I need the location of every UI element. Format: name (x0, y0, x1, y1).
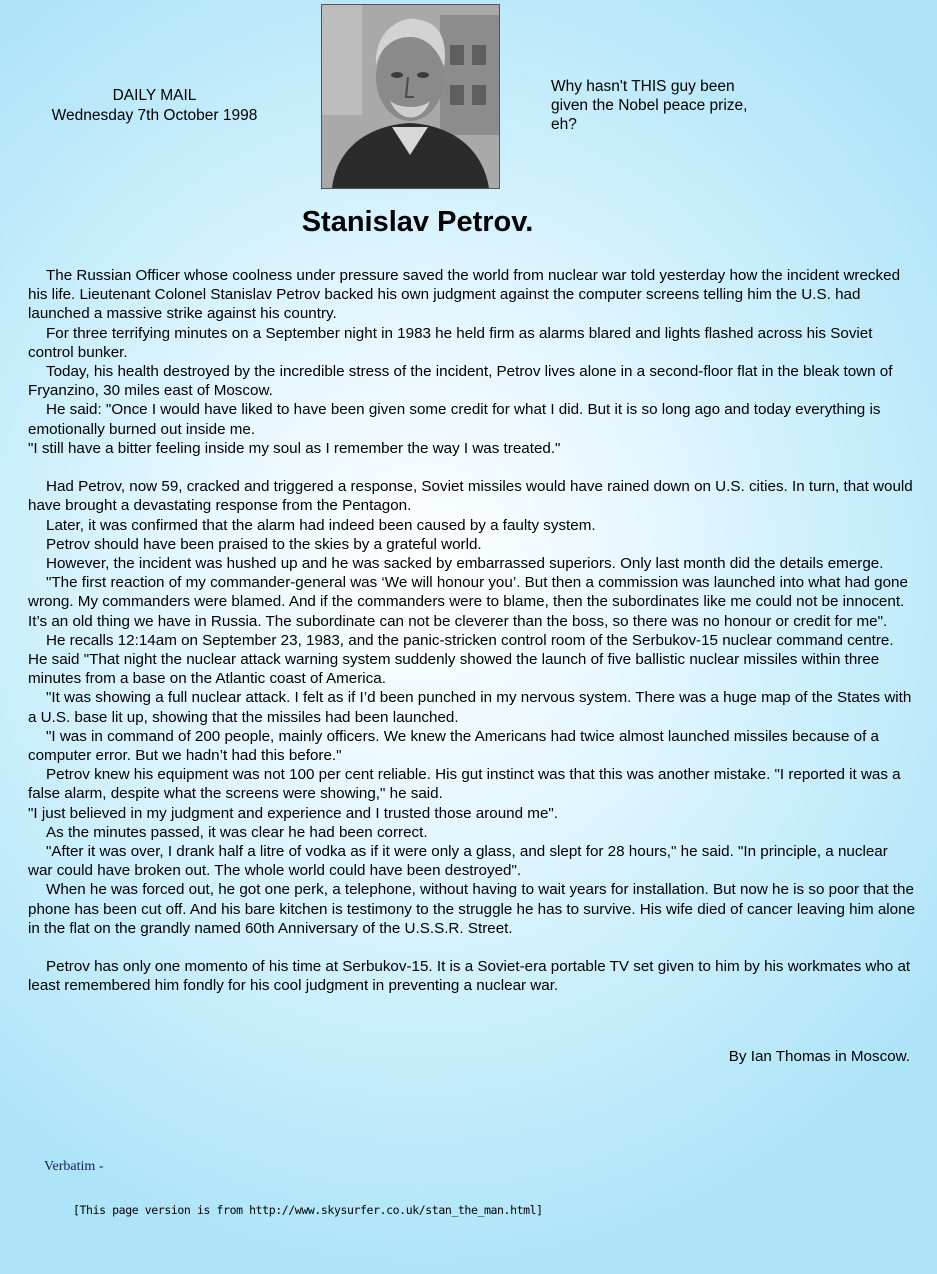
portrait-image (322, 5, 499, 188)
article-title: Stanislav Petrov. (301, 206, 534, 238)
article-paragraph: Had Petrov, now 59, cracked and triggered a response, Soviet missiles would have rained down on U.S. cities. In turn, that would have brought a devastating response from the Pentagon. (28, 478, 913, 515)
petrov-photo (321, 4, 500, 189)
article-paragraph: The Russian Officer whose coolness under pressure saved the world from nuclear war told yesterday how the incident wrecked his life. Lieutenant Colonel Stanislav Petrov backed his own judgment against the computer screens telling him the U.S. had launched a massive strike against his country. (28, 267, 901, 323)
article-paragraph: "I still have a bitter feeling inside my soul as I remember the way I was treated." (28, 439, 561, 457)
article-paragraph: When he was forced out, he got one perk, a telephone, without having to wait years for installation. But now he is so poor that the phone has been cut off. And his bare kitchen is testimony to the struggle he has to survive. His wife died of cancer leaving him alone in the flat on the grandly named 60th Anniversary of the U.S.S.R. Street. (28, 881, 916, 937)
publication-date: Wednesday 7th October 1998 (51, 107, 258, 124)
page-version-note: [This page version is from http://www.skysurfer.co.uk/stan_the_man.html] (73, 1203, 543, 1217)
newspaper-source (47, 86, 262, 126)
article-paragraph: Petrov has only one momento of his time at Serbukov-15. It is a Soviet-era portable TV set given to him by his workmates who at least remembered him fondly for his cool judgment in preventing a nuclear war. (28, 958, 911, 995)
publication-name: DAILY MAIL (112, 87, 197, 104)
article-paragraph: "After it was over, I drank half a litre of vodka as if it were only a glass, and slept for 28 hours," he said. "In principle, a nuclear war could have broken out. The whole world could have been destroyed". (28, 843, 888, 880)
article-paragraph: "I just believed in my judgment and experience and I trusted those around me". (28, 804, 558, 822)
article-byline: By Ian Thomas in Moscow. (728, 1048, 910, 1065)
article-body (28, 266, 916, 996)
paragraph-spacer (28, 458, 916, 477)
article-paragraph: "I was in command of 200 people, mainly officers. We knew the Americans had twice almost launched missiles because of a computer error. But we hadn’t had this before." (28, 727, 879, 765)
paragraph-spacer (28, 938, 916, 957)
article-paragraph: Today, his health destroyed by the incredible stress of the incident, Petrov lives alone in a second-floor flat in the bleak town of Fryanzino, 30 miles east of Moscow. (28, 363, 893, 400)
article-paragraph: Later, it was confirmed that the alarm had indeed been caused by a faulty system. (46, 516, 596, 534)
article-paragraph: He recalls 12:14am on September 23, 1983, and the panic-stricken control room of the Serbukov-15 nuclear command centre. He said "That night the nuclear attack warning system suddenly showed the launch of five ballistic nuclear missiles within three minutes from a base on the Atlantic coast of America. (28, 631, 894, 688)
article-paragraph: "It was showing a full nuclear attack. I felt as if I’d been punched in my nervous system. There was a huge map of the States with a U.S. base lit up, showing that the missiles had been launched. (28, 689, 912, 726)
article-paragraph: He said: "Once I would have liked to have been given some credit for what I did. But it is so long ago and today everything is emotionally burned out inside me. (28, 401, 881, 438)
editorial-quip: Why hasn't THIS guy been given the Nobel peace prize, eh? (551, 78, 748, 133)
article-paragraph: For three terrifying minutes on a September night in 1983 he held firm as alarms blared and lights flashed across his Soviet control bunker. (28, 324, 873, 361)
article-paragraph: Petrov should have been praised to the skies by a grateful world. (46, 535, 482, 553)
verbatim-label: Verbatim - (44, 1159, 104, 1174)
article-paragraph: However, the incident was hushed up and he was sacked by embarrassed superiors. Only last month did the details emerge. (46, 555, 884, 573)
article-paragraph: Petrov knew his equipment was not 100 per cent reliable. His gut instinct was that this was another mistake. "I reported it was a false alarm, despite what the screens were showing," he said. (28, 766, 901, 803)
article-paragraph: "The first reaction of my commander-general was ‘We will honour you’. But then a commission was launched into what had gone wrong. My commanders were blamed. And if the commanders were to blame, then the subordinates like me could not be innocent. It’s an old thing we have in Russia. The subordinate can not be cleverer than the boss, so there was no honour or credit for me". (28, 574, 908, 630)
article-paragraph: As the minutes passed, it was clear he had been correct. (46, 823, 428, 841)
